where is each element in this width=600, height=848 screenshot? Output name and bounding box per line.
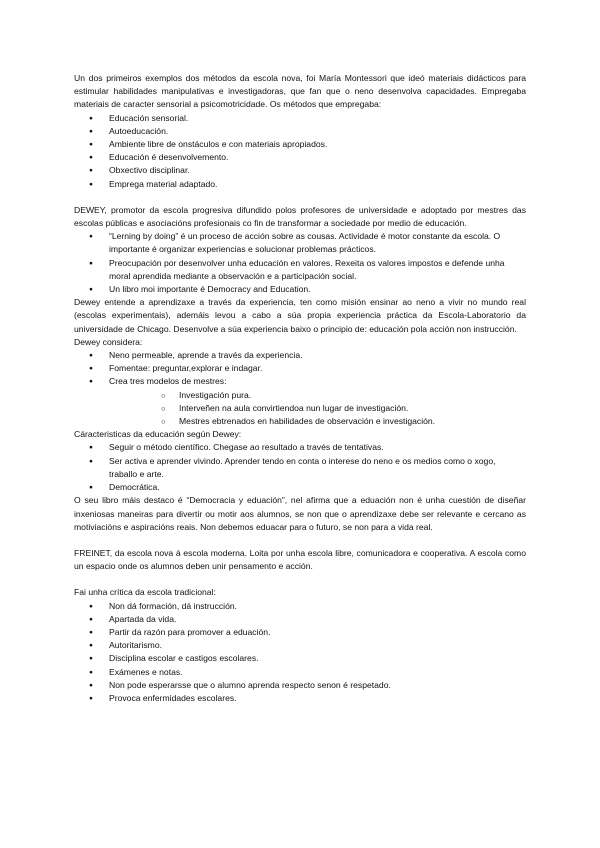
dewey-paragraph-3: O seu libro máis destaco é “Democracia y eduación”, nel afirma que a eduación non é unha cuestión de diseñar inxeniosas maneiras para divertir ou motir aos alumnos, se non que o aprendizaxe debe ser relevante e cercano as motiviacións e aspiracións reais. Non debemos eduacar para o futuro, se non para a vida real.: [74, 495, 526, 532]
list-item: ● Autoeducación.: [74, 125, 526, 138]
spacer: [74, 573, 526, 586]
list-item: ● Autoritarismo.: [74, 639, 526, 652]
list-item: [74, 375, 526, 428]
sub-list-item: ○ Interveñen na aula convirtiendoa nun lugar de investigación.: [109, 402, 526, 415]
dewey-considera-label: Dewey considera:: [74, 336, 143, 347]
dewey-paragraph-2: Dewey entende a aprendizaxe a través da experiencia, ten como misión ensinar ao neno a vivir no mundo real (escolas experimentais), ademáis levou a cabo a súa propia experiencia práctica da Escola-Laboratorio da universidade de Chicago. Desenvolve a súa experiencia baixo o principio de: educación pola acción non instrucción.: [74, 297, 526, 334]
list-item: ● Exámenes e notas.: [74, 666, 526, 679]
list-item: ● Apartada da vida.: [74, 613, 526, 626]
sub-list-item: ○ Mestres ebtrenados en habilidades de observación e investigación.: [109, 415, 526, 428]
dewey-considera-list: [74, 349, 526, 428]
list-item: ● Educación é desenvolvemento.: [74, 151, 526, 164]
list-item: ● Non dá formación, dá instrucción.: [74, 600, 526, 613]
intro-paragraph: Un dos primeiros exemplos dos métodos da escola nova, foi María Montessori que ideó materiais didácticos para estimular habilidades manipulativas e investigadoras, que fan que o neno desenvolva capacidades. Empregaba materiais de caracter sensorial a psicomotricidade. Os métodos que empregaba:: [74, 73, 526, 110]
list-item: ● Neno permeable, aprende a través da experiencia.: [74, 349, 526, 362]
list-item: ● Provoca enfermidades escolares.: [74, 692, 526, 705]
list-item: ● Democrática.: [74, 481, 526, 494]
spacer: [74, 191, 526, 204]
list-item-label: Crea tres modelos de mestres:: [109, 376, 227, 387]
list-item: ● Non pode esperarsse que o alumno aprenda respecto senon é respetado.: [74, 679, 526, 692]
list-item: ● Un libro moi importante é Democracy and Education.: [74, 283, 526, 296]
dewey-list: [74, 230, 526, 296]
list-item: ● Disciplina escolar e castigos escolares.: [74, 652, 526, 665]
dewey-caracteristicas-list: [74, 441, 526, 494]
freinet-critica-list: [74, 600, 526, 706]
list-item: ● “Lerning by doing” é un proceso de acción sobre as cousas. Actividade é motor constante da escola. O importante é organizar experiencias e solucionar problemas prácticos.: [74, 230, 526, 256]
dewey-caracteristicas-label: Cáracteristicas da educación según Dewey:: [74, 429, 242, 440]
list-item: ● Preocupación por desenvolver unha educación en valores. Rexeita os valores impostos e defende unha moral aprendida mediante a observación e a participación social.: [74, 257, 526, 283]
list-item: ● Obxectivo disciplinar.: [74, 164, 526, 177]
dewey-paragraph: DEWEY, promotor da escola progresiva difundido polos profesores de universidade e adoptado por mestres das escolas públicas e asociacións profesionais co fin de transformar a sociedade por medio de educación.: [74, 204, 526, 229]
list-item: ● Ambiente libre de onstáculos e con materiais apropiados.: [74, 138, 526, 151]
montessori-methods-list: [74, 112, 526, 191]
list-item: ● Fomentae: preguntar,explorar e indagar.: [74, 362, 526, 375]
list-item: ● Educación sensorial.: [74, 112, 526, 125]
list-item: ● Partir da razón para promover a eduación.: [74, 626, 526, 639]
freinet-paragraph: FREINET, da escola nova á escola moderna. Loita por unha escola libre, comunicadora e cooperativa. A escola como un espacio onde os alumnos deben unir pensamento e acción.: [74, 547, 526, 572]
list-item: ● Ser activa e aprender vivindo. Aprender tendo en conta o interese do neno e os medios como o xogo, traballo e arte.: [74, 455, 526, 481]
sub-list-item: ○ Investigación pura.: [109, 389, 526, 402]
list-item: ● Seguir o método científico. Chegase ao resultado a través de tentativas.: [74, 441, 526, 454]
spacer: [74, 534, 526, 547]
document-page: [74, 72, 526, 705]
freinet-critica-label: Fai unha crítica da escola tradicional:: [74, 587, 216, 598]
mestres-sublist: [109, 389, 526, 429]
list-item: ● Emprega material adaptado.: [74, 178, 526, 191]
